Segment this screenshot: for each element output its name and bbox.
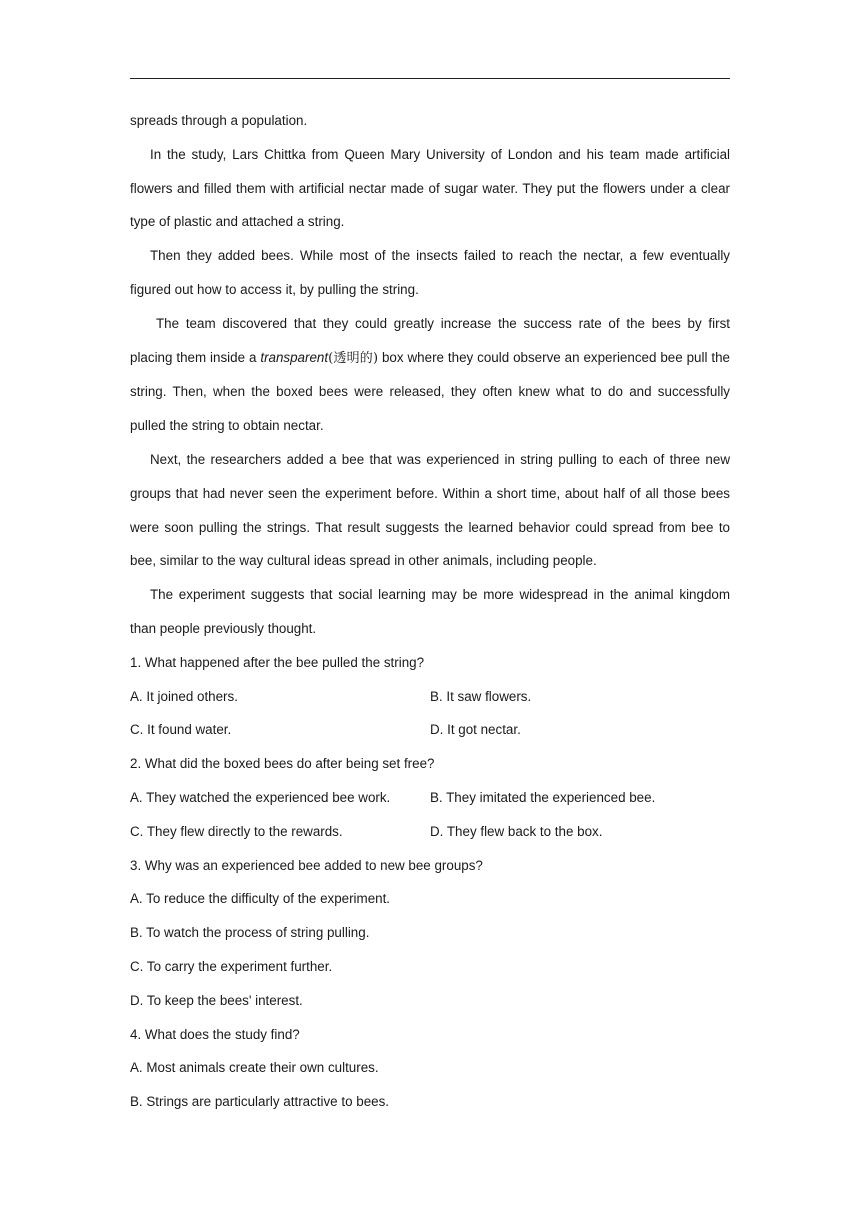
question-1-stem: 1. What happened after the bee pulled the string? <box>130 654 425 670</box>
question-1-option-a: A. It joined others. <box>130 688 238 704</box>
paragraph-study-setup: In the study, Lars Chittka from Queen Mary University of London and his team made artificial flowers and filled them with artificial nectar made of sugar water. They put the flowers under a clear type of plastic and attached a string. <box>130 146 730 230</box>
paragraph-new-groups: Next, the researchers added a bee that was experienced in string pulling to each of three new groups that had never seen the experiment before. Within a short time, about half of all those bees were soon pulling the strings. That result suggests the learned behavior could spread from bee to bee, similar to the way cultural ideas spread in other animals, including people. <box>130 451 730 569</box>
question-3-option-b: B. To watch the process of string pulling. <box>130 925 370 941</box>
question-2-options-row-1 <box>130 781 730 815</box>
paragraph-conclusion: The experiment suggests that social learning may be more widespread in the animal kingdom than people previously thought. <box>130 587 730 636</box>
glossary-gloss: (透明的) <box>328 350 379 366</box>
question-2-stem: 2. What did the boxed bees do after being set free? <box>130 756 435 772</box>
question-3-option-a: A. To reduce the difficulty of the experiment. <box>130 891 391 907</box>
paragraph-bees-added: Then they added bees. While most of the insects failed to reach the nectar, a few eventually figured out how to access it, by pulling the string. <box>130 248 730 297</box>
question-3-stem: 3. Why was an experienced bee added to new bee groups? <box>130 857 483 873</box>
header-rule <box>130 78 730 79</box>
paragraph-transparent-box <box>130 307 730 443</box>
question-2-option-c: C. They flew directly to the rewards. <box>130 823 343 839</box>
question-1-options-row-1 <box>130 680 730 714</box>
question-1-option-b: B. It saw flowers. <box>430 688 532 704</box>
question-2-option-b: B. They imitated the experienced bee. <box>430 789 656 805</box>
question-2-option-d: D. They flew back to the box. <box>430 823 603 839</box>
question-4-stem: 4. What does the study find? <box>130 1026 300 1042</box>
paragraph-continuation: spreads through a population. <box>130 113 308 128</box>
glossary-term: transparent <box>260 349 329 365</box>
question-1-option-d: D. It got nectar. <box>430 722 521 738</box>
paragraph-text: box where they could observe an experienced bee pull the string. Then, when the boxed bees were released, they often knew what to do and successfully pulled the string to obtain nectar. <box>130 349 730 434</box>
question-1-options-row-2 <box>130 713 730 747</box>
paragraph-text: The team discovered that they could greatly increase the success rate of the bees by first placing them inside a <box>130 315 730 365</box>
document-body <box>130 104 730 1119</box>
question-2-option-a: A. They watched the experienced bee work. <box>130 789 391 805</box>
question-1-option-c: C. It found water. <box>130 722 232 738</box>
question-3-option-c: C. To carry the experiment further. <box>130 958 333 974</box>
question-4-option-a: A. Most animals create their own cultures. <box>130 1060 379 1076</box>
question-2-options-row-2 <box>130 815 730 849</box>
question-4-option-b: B. Strings are particularly attractive to bees. <box>130 1094 389 1110</box>
question-3-option-d: D. To keep the bees' interest. <box>130 992 303 1008</box>
